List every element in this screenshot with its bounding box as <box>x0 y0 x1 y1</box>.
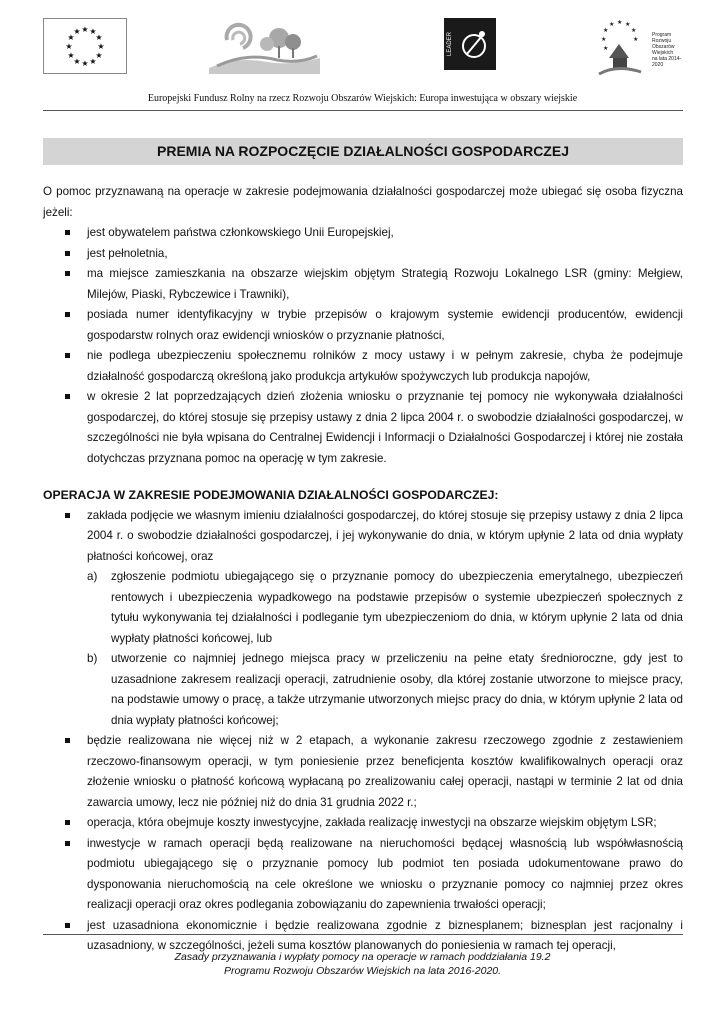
sub-list <box>87 567 683 731</box>
sub-list-marker: a) <box>87 570 98 583</box>
sub-list-item <box>87 649 683 731</box>
svg-text:★: ★ <box>65 42 73 51</box>
list-item: będzie realizowana nie więcej niż w 2 etapach, a wykonanie zakresu rzeczowego zgodnie z zestawieniem rzeczowo-finansowym operacji, w tym poniesienie przez beneficjenta kosztów kwalifikowalnych operacji oraz złożenie wniosku o płatność końcową wypłacaną po zrealizowaniu całej operacji, nastąpi w terminie 2 lat od dnia zawarcia umowy, lecz nie później niż do dnia 31 grudnia 2022 r.; <box>43 731 683 813</box>
svg-text:★: ★ <box>73 57 81 66</box>
svg-text:★: ★ <box>625 22 631 28</box>
svg-text:★: ★ <box>603 28 609 34</box>
footer-line-1: Zasady przyznawania i wypłaty pomocy na operacje w ramach poddziałania 19.2 <box>174 951 551 963</box>
page-title: PREMIA NA ROZPOCZĘCIE DZIAŁALNOŚCI GOSPODARCZEJ <box>43 138 683 165</box>
list-item: jest obywatelem państwa członkowskiego Unii Europejskiej, <box>43 223 683 244</box>
header-tagline: Europejski Fundusz Rolny na rzecz Rozwoju Obszarów Wiejskich: Europa inwestująca w obszary wiejskie <box>147 93 578 104</box>
svg-text:★: ★ <box>95 33 103 42</box>
svg-text:★: ★ <box>67 33 75 42</box>
list-item: w okresie 2 lat poprzedzających dzień złożenia wniosku o przyznanie tej pomocy nie wykonywała działalności gospodarczej, do której stosuje się przepisy ustawy z dnia 2 lipca 2004 r. o swobodzie działalności gospodarczej, w szczególności nie była wpisana do Centralnej Ewidencji i Informacji o Działalności Gospodarczej i której nie została dotychczas przyznana pomoc na operację w tym zakresie. <box>43 387 683 469</box>
list-item: ma miejsce zamieszkania na obszarze wiejskim objętym Strategią Rozwoju Lokalnego LSR (gminy: Mełgiew, Milejów, Piaski, Rybczewice i Trawniki), <box>43 264 683 305</box>
operation-list <box>43 506 683 957</box>
svg-text:★: ★ <box>89 27 97 36</box>
svg-text:★: ★ <box>601 37 607 43</box>
svg-text:★: ★ <box>89 57 97 66</box>
document-body <box>43 182 683 957</box>
list-item: posiada numer identyfikacyjny w trybie przepisów o krajowym systemie ewidencji producentów, ewidencji gospodarstw rolnych oraz ewidencji wniosków o przyznanie płatności, <box>43 305 683 346</box>
section-heading: OPERACJA W ZAKRESIE PODEJMOWANIA DZIAŁALNOŚCI GOSPODARCZEJ: <box>43 488 499 502</box>
footer-line-2: Programu Rozwoju Obszarów Wiejskich na lata 2016-2020. <box>223 965 502 977</box>
svg-text:★: ★ <box>609 22 615 28</box>
logo-bar <box>0 14 725 84</box>
sub-list-text: utworzenie co najmniej jednego miejsca pracy w przeliczeniu na pełne etaty średnioroczne, gdy jest to uzasadnione zakresem realizacji operacji, zatrudnienie osoby, dla której zostanie utworzone to miejsce pracy, na podstawie umowy o pracę, a także utrzymanie utworzonych miejsc pracy do dnia, w którym upłynie 2 lata od dnia wypłaty płatności końcowej; <box>111 652 683 727</box>
svg-text:★: ★ <box>603 46 609 52</box>
list-item: jest uzasadniona ekonomicznie i będzie realizowana zgodnie z biznesplanem; biznesplan jest racjonalny i uzasadniony, w szczególności, jeżeli suma kosztów planowanych do poniesienia w ramach tej operacji, <box>43 916 683 957</box>
page-footer <box>0 950 725 978</box>
eu-flag-icon <box>43 18 127 74</box>
svg-text:★: ★ <box>633 37 639 43</box>
intro-paragraph: O pomoc przyznawaną na operacje w zakresie podejmowania działalności gospodarczej może ubiegać się osoba fizyczna jeżeli: <box>43 185 683 219</box>
sub-list-item <box>87 567 683 649</box>
sub-list-marker: b) <box>87 652 98 665</box>
list-item: nie podlega ubezpieczeniu społecznemu rolników z mocy ustawy i w pełnym zakresie, chyba że podejmuje działalność gospodarczą określoną jako produkcja artykułów spożywczych lub produkcja napojów, <box>43 346 683 387</box>
list-item <box>43 506 683 732</box>
svg-text:★: ★ <box>81 59 89 68</box>
list-item: inwestycje w ramach operacji będą realizowane na nieruchomości będącej własnością lub współwłasnością podmiotu ubiegającego się o przyznanie pomocy lub podmiot ten posiada udokumentowane prawo do dysponowania nieruchomością na cele określone we wniosku o przyznanie pomocy co najmniej przez okres realizacji operacji oraz okres podlegania zobowiązaniu do zapewnienia trwałości operacji; <box>43 834 683 916</box>
prow-logo-text: Program Rozwoju Obszarów Wiejskich na lata 2014-2020 <box>652 32 682 68</box>
svg-text:★: ★ <box>81 25 89 34</box>
svg-text:★: ★ <box>73 27 81 36</box>
svg-text:★: ★ <box>631 28 637 34</box>
leader-logo-text: LEADER <box>447 31 453 56</box>
svg-text:★: ★ <box>617 20 623 26</box>
list-item: operacja, która obejmuje koszty inwestycyjne, zakłada realizację inwestycji na obszarze wiejskim objętym LSR; <box>43 813 683 834</box>
leader-logo <box>444 18 496 70</box>
svg-text:★: ★ <box>67 51 75 60</box>
svg-text:★: ★ <box>95 51 103 60</box>
regional-landscape-logo <box>207 16 322 76</box>
svg-text:★: ★ <box>97 42 105 51</box>
list-item-text: zakłada podjęcie we własnym imieniu działalności gospodarczej, do której stosuje się przepisy ustawy z dnia 2 lipca 2004 r. o swobodzie działalności gospodarczej, i jej wykonywanie do dnia, w którym upłynie 2 lata od dnia wypłaty płatności końcowej, oraz <box>87 508 683 563</box>
eligibility-list <box>43 223 683 469</box>
sub-list-text: zgłoszenie podmiotu ubiegającego się o przyznanie pomocy do ubezpieczenia emerytalnego, ubezpieczeń rentowych i ubezpieczenia wypadkowego na podstawie przepisów o systemie ubezpieczeń społecznych z tytułu wykonywania tej działalności i podleganie tym ubezpieczeniom do dnia, w którym upłynie 2 lata od dnia wypłaty płatności końcowej, lub <box>111 570 683 645</box>
header-divider <box>43 110 683 111</box>
list-item: jest pełnoletnia, <box>43 244 683 265</box>
footer-divider <box>43 934 683 935</box>
